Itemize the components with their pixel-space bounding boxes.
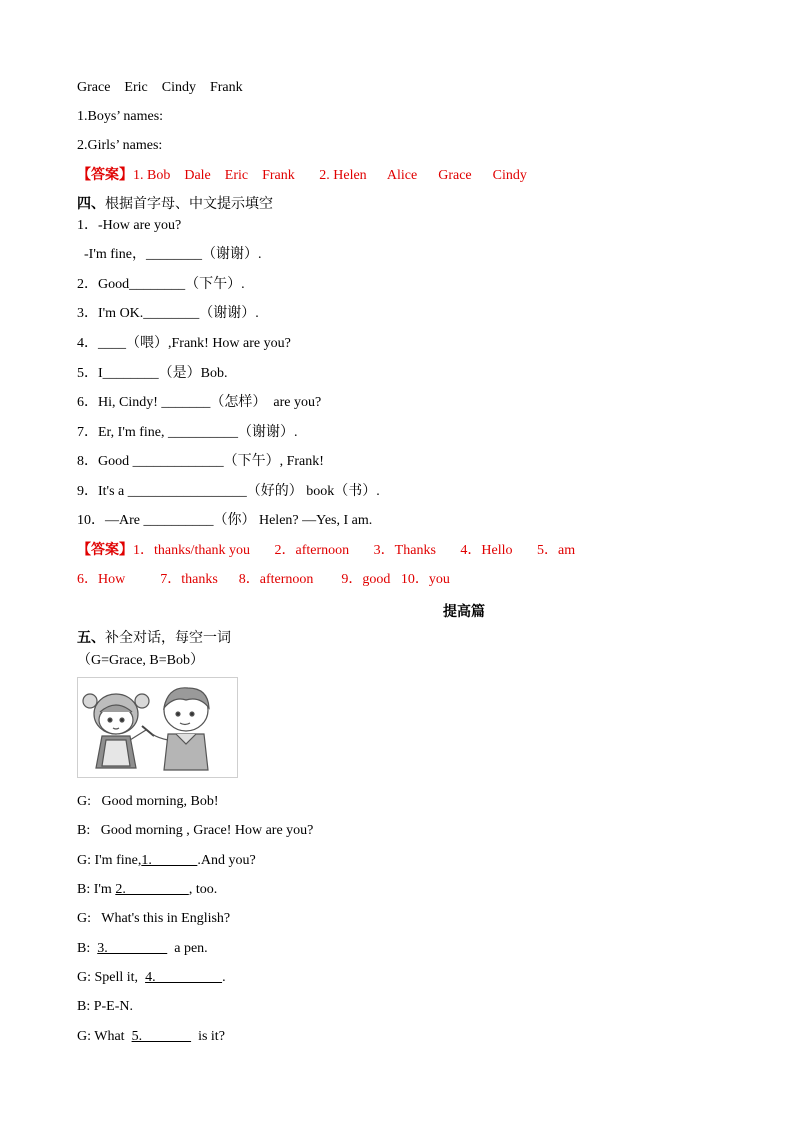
dialogue-line: G: What's this in English? — [77, 911, 231, 926]
blank-3[interactable]: 3. — [97, 941, 168, 956]
question-item: -I'm fine，________（谢谢）. — [77, 247, 262, 262]
section4-heading — [77, 196, 273, 214]
section5-title: 补全对话，每空一词 — [105, 631, 231, 646]
names-row: Grace Eric Cindy Frank — [77, 80, 243, 95]
question-item: 6．Hi, Cindy! _______（怎样） are you? — [77, 395, 322, 410]
answer-line-section4-continued: 6．How 7．thanks 8．afternoon 9．good 10．you — [77, 572, 450, 587]
question-item: 2．Good________（下午）. — [77, 277, 245, 292]
dialogue-text: , too. — [188, 882, 218, 897]
answer-line-section3 — [77, 167, 527, 185]
dialogue-line — [77, 969, 226, 987]
dialogue-line — [77, 881, 217, 899]
section4-title: 根据首字母、中文提示填空 — [105, 197, 273, 212]
answer-label: 【答案】 — [77, 543, 133, 558]
dialogue-text: .And you? — [197, 853, 256, 868]
blank-2[interactable]: 2. — [115, 882, 189, 897]
illustration-icon — [78, 678, 237, 777]
dialogue-text: a pen. — [167, 941, 208, 956]
section5-heading — [77, 630, 231, 648]
question-item: 8．Good _____________（下午）, Frank! — [77, 454, 324, 469]
question-item: 7．Er, I'm fine, __________（谢谢）. — [77, 425, 298, 440]
question-item: 1．-How are you? — [77, 218, 182, 233]
dialogue-line — [77, 1028, 225, 1046]
level-title: 提高篇 — [443, 605, 485, 620]
dialogue-text: G: Spell it, — [77, 970, 146, 985]
section5-number: 五、 — [77, 631, 105, 646]
question-item: 5．I________（是）Bob. — [77, 366, 228, 381]
speaker-legend: （G=Grace, B=Bob） — [77, 653, 204, 668]
answer-text: 1．thanks/thank you 2．afternoon 3．Thanks 4．Hello 5．am — [133, 543, 576, 558]
girls-names-prompt: 2.Girls’ names: — [77, 138, 163, 153]
dialogue-line: G: Good morning, Bob! — [77, 794, 219, 809]
dialogue-line — [77, 940, 208, 958]
girl-and-boy-with-pen-illustration — [77, 677, 238, 778]
boys-names-prompt: 1.Boys’ names: — [77, 109, 164, 124]
question-item: 4．____（喂）,Frank! How are you? — [77, 336, 291, 351]
blank-1[interactable]: 1. — [141, 853, 198, 868]
answer-line-section4 — [77, 542, 575, 560]
dialogue-line: B: Good morning , Grace! How are you? — [77, 823, 314, 838]
dialogue-text: B: I'm — [77, 882, 116, 897]
dialogue-text: G: I'm fine, — [77, 853, 142, 868]
question-item: 3．I'm OK.________（谢谢）. — [77, 306, 259, 321]
dialogue-text: B: — [77, 941, 98, 956]
dialogue-text: . — [222, 970, 226, 985]
answer-text: 1. Bob Dale Eric Frank 2. Helen Alice Grace Cindy — [133, 168, 527, 183]
dialogue-text: is it? — [191, 1029, 225, 1044]
blank-5[interactable]: 5. — [131, 1029, 192, 1044]
dialogue-line — [77, 852, 256, 870]
dialogue-line: B: P-E-N. — [77, 999, 133, 1014]
section4-number: 四、 — [77, 197, 105, 212]
answer-label: 【答案】 — [77, 168, 133, 183]
question-item: 10．—Are __________（你） Helen? —Yes, I am. — [77, 513, 373, 528]
dialogue-text: G: What — [77, 1029, 132, 1044]
blank-4[interactable]: 4. — [145, 970, 223, 985]
question-item: 9．It's a _________________（好的） book（书）. — [77, 484, 380, 499]
